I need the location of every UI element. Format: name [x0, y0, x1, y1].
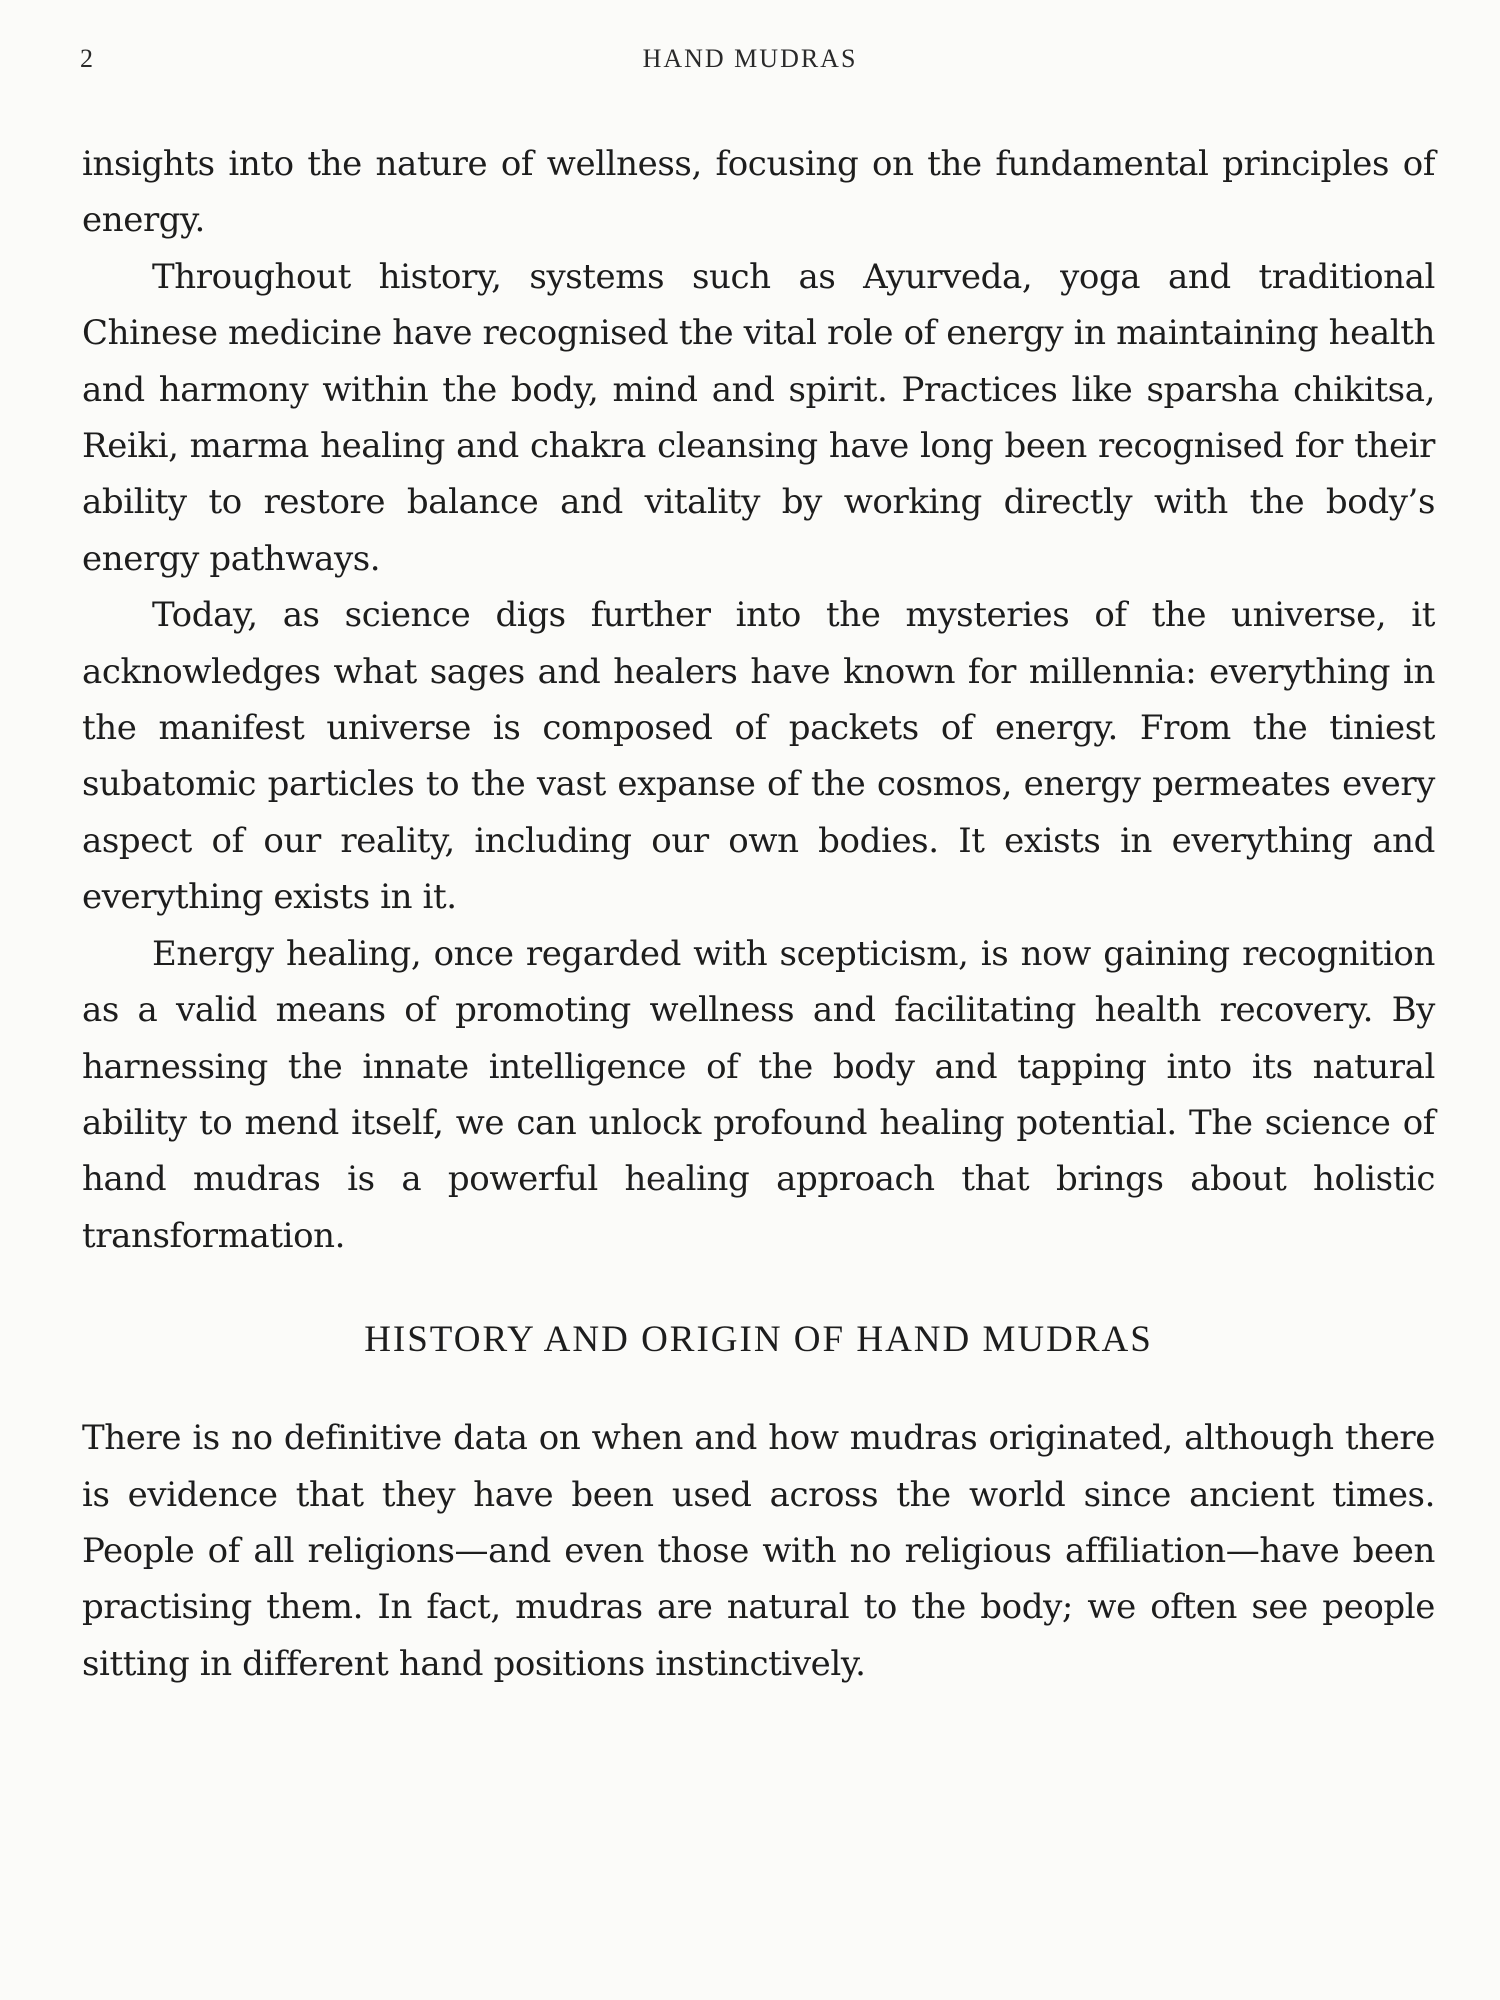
- paragraph: Throughout history, systems such as Ayurveda, yoga and traditional Chinese medicine have recognised the vital role of energy in maintaining health and harmony within the body, mind and spirit. Practices like sparsha chikitsa, Reiki, marma healing and chakra cleansing have long been recognised for their ability to restore balance and vitality by working directly with the body’s energy pathways.: [82, 256, 1435, 579]
- paragraph: Energy healing, once regarded with scepticism, is now gaining recognition as a valid means of promoting wellness and facilitating health recovery. By harnessing the innate intelligence of the body and tapping into its natural ability to mend itself, we can unlock profound healing potential. The science of hand mudras is a powerful healing approach that brings about holistic transformation.: [82, 933, 1435, 1256]
- book-title: HAND MUDRAS: [642, 44, 858, 73]
- section-heading: HISTORY AND ORIGIN OF HAND MUDRAS: [364, 1319, 1153, 1361]
- paragraph-continued: insights into the nature of wellness, focusing on the fundamental principles of energy.: [82, 144, 1435, 241]
- running-head: [0, 44, 1500, 80]
- body-text: [82, 136, 1435, 1692]
- paragraph: Today, as science digs further into the mysteries of the universe, it acknowledges what sages and healers have known for millennia: everything in the manifest universe is composed of packets of energy. From the tiniest subatomic particles to the vast expanse of the cosmos, energy permeates every aspect of our reality, including our own bodies. It exists in everything and everything exists in it.: [82, 595, 1435, 918]
- section-paragraph: There is no definitive data on when and how mudras originated, although there is evidence that they have been used across the world since ancient times. People of all religions—and even those with no religious affiliation—have been practising them. In fact, mudras are natural to the body; we often see people sitting in different hand positions instinctively.: [82, 1418, 1435, 1684]
- page-number: 2: [80, 44, 95, 73]
